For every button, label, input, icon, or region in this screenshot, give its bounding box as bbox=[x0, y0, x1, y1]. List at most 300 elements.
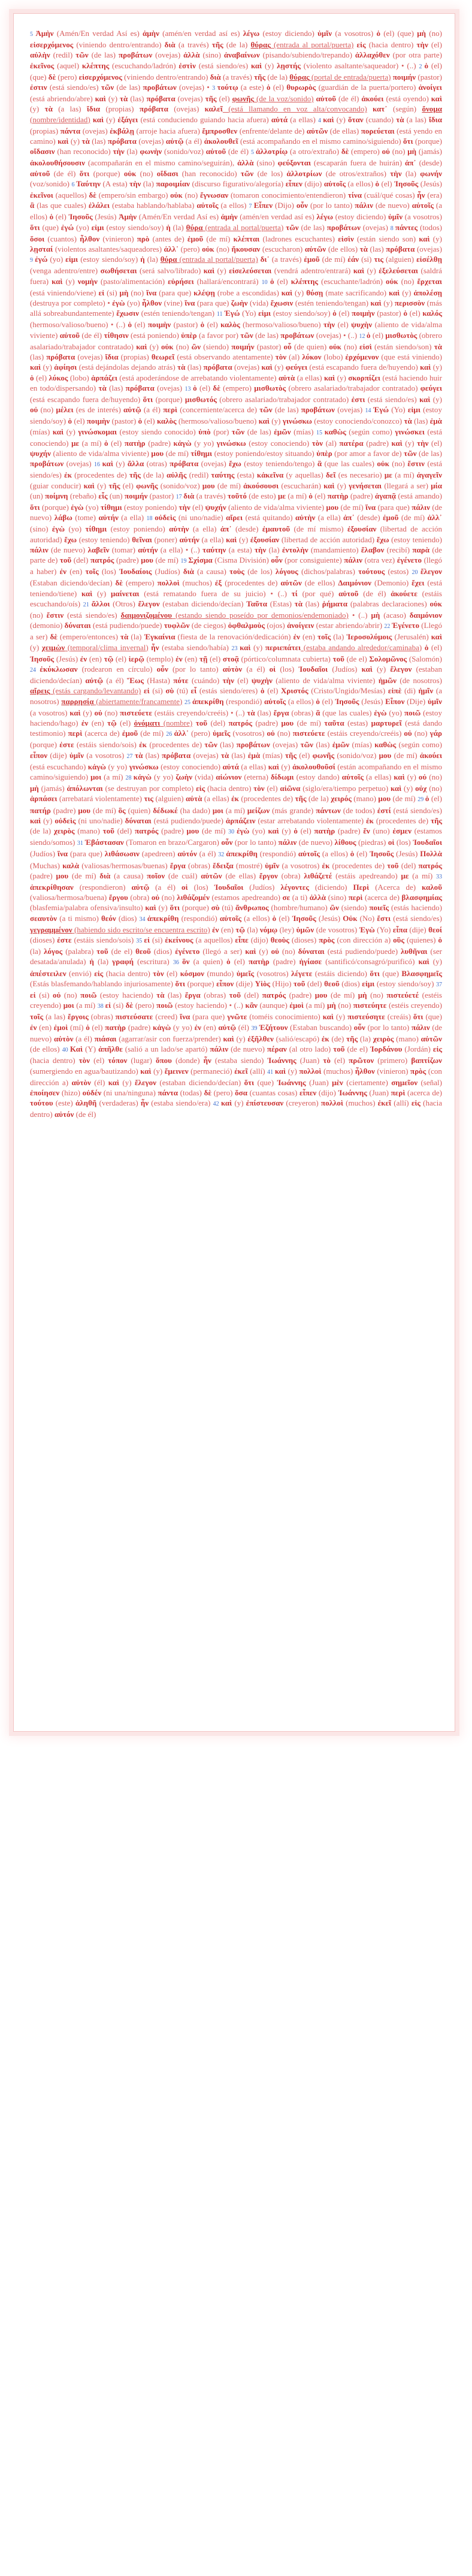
greek-word: τοῦ bbox=[332, 654, 344, 663]
gloss: (está siendo/es) bbox=[391, 913, 442, 923]
gloss: (porque) bbox=[30, 740, 60, 750]
gloss: (piedras) bbox=[356, 838, 388, 847]
greek-word: ἐμῶν bbox=[274, 427, 291, 436]
gloss: (más allá sobreabundantemente) bbox=[30, 298, 442, 318]
greek-word: ἀπόλωνται bbox=[66, 784, 103, 793]
gloss: (las) bbox=[255, 708, 274, 717]
gloss: (A esta) bbox=[100, 179, 130, 188]
greek-word: εἰς bbox=[94, 968, 104, 978]
gloss: (a ellos) bbox=[218, 201, 249, 210]
gloss: (Judíos) bbox=[328, 664, 362, 674]
greek-word: καὶ bbox=[83, 481, 95, 490]
greek-word: μείζων bbox=[247, 805, 270, 815]
gloss: (está rematando fuera de su juicio) bbox=[139, 588, 271, 598]
gloss: (con dirección a) bbox=[30, 1066, 442, 1087]
gloss: (el) bbox=[330, 1056, 349, 1065]
gloss: (habiendo sido escrito/se encuentra escrito) bbox=[72, 925, 210, 934]
gloss: (y) bbox=[105, 94, 120, 104]
gloss: (y) bbox=[156, 903, 170, 913]
gloss: (a él) bbox=[242, 664, 270, 674]
greek-word: ὃς bbox=[118, 805, 126, 815]
greek-word: μὴ bbox=[407, 147, 417, 156]
greek-word: τὰ bbox=[135, 750, 143, 760]
gloss: (han reconocido) bbox=[178, 168, 241, 178]
gloss: (libertad de acción autoridad) bbox=[279, 534, 377, 544]
greek-word: ὢν bbox=[329, 903, 339, 913]
gloss: (Jesús) bbox=[92, 212, 119, 222]
gloss: (no) bbox=[398, 276, 417, 286]
gloss: (de él) bbox=[336, 94, 362, 104]
greek-word: τὸ bbox=[323, 1056, 331, 1065]
greek-word: οὐκ bbox=[429, 599, 442, 608]
gloss: (que está viniendo) bbox=[379, 352, 442, 362]
greek-word: τούτῳ bbox=[217, 83, 238, 92]
gloss: (hermoso/valioso/bueno) bbox=[30, 320, 111, 330]
greek-word: ὁ bbox=[86, 1022, 90, 1032]
greek-word: ἐμοὶ bbox=[289, 1001, 304, 1010]
gloss: (a causa) bbox=[110, 871, 147, 880]
gloss: (no) bbox=[136, 168, 157, 178]
gloss: (estaba hablando/hablaba) bbox=[110, 201, 197, 210]
greek-word: οὖν bbox=[353, 1022, 365, 1032]
greek-word: πατρός bbox=[418, 860, 442, 870]
greek-word: πατρός bbox=[228, 718, 252, 727]
greek-word: Περὶ bbox=[353, 883, 370, 892]
greek-word: μὴ bbox=[119, 288, 129, 297]
gloss: (empero/entonces) bbox=[57, 632, 121, 642]
greek-word: ὅσοι bbox=[30, 234, 45, 243]
gloss: (la) bbox=[128, 632, 144, 642]
gloss: (cuándo) bbox=[188, 676, 223, 685]
gloss: (no) bbox=[335, 1001, 353, 1010]
greek-word: εἰμι bbox=[65, 255, 78, 264]
gloss: (para que) bbox=[68, 849, 105, 859]
gloss: (no) bbox=[426, 29, 442, 38]
verse-number: 9 bbox=[30, 257, 35, 264]
greek-word: ἐκείνους bbox=[165, 935, 193, 945]
greek-word: κατ᾽ bbox=[373, 104, 388, 114]
gloss: (ladrones escuchantes) bbox=[259, 234, 338, 243]
gloss: (de ellas) bbox=[222, 871, 259, 880]
greek-word: χειμὼν bbox=[41, 642, 65, 652]
gloss: (de mí) bbox=[164, 448, 191, 458]
greek-word: αὐτῶν bbox=[304, 244, 326, 254]
greek-word: τοῦ bbox=[387, 860, 399, 870]
greek-word: εἰς bbox=[196, 784, 205, 793]
gloss: (el) bbox=[89, 1022, 105, 1032]
gloss: (y) bbox=[30, 104, 45, 114]
greek-word: ἐμῶν bbox=[332, 740, 350, 750]
greek-word: ἵνα bbox=[180, 1012, 190, 1022]
greek-word: τῶν bbox=[204, 740, 217, 750]
gloss: (acerca de) bbox=[362, 893, 402, 902]
gloss: (estoy teniendo/tengo) bbox=[241, 459, 317, 469]
gloss: (no) bbox=[426, 772, 442, 782]
greek-word: τούτου bbox=[30, 1098, 53, 1108]
greek-word: τῶν bbox=[286, 222, 299, 232]
gloss: (se destruyan por completo) bbox=[102, 784, 196, 793]
gloss: (de él) bbox=[80, 330, 104, 340]
gloss: (pero) bbox=[56, 72, 79, 81]
gloss: (de él) bbox=[226, 147, 251, 156]
gloss: (el) bbox=[207, 654, 223, 663]
gloss: (sino) bbox=[326, 893, 349, 902]
gloss: (y) bbox=[334, 114, 348, 124]
gloss: (Yo) bbox=[389, 405, 408, 415]
gloss: (de ciegos) bbox=[189, 621, 228, 630]
gloss: (estén teniendo/tengan) bbox=[293, 298, 371, 308]
greek-word: τὴν bbox=[222, 676, 234, 685]
gloss: (de mí mismo) bbox=[290, 524, 347, 534]
gloss: (y) bbox=[372, 664, 391, 674]
greek-word: αὐτήν bbox=[179, 534, 199, 544]
gloss: (de nuevo) bbox=[296, 838, 335, 847]
greek-word: τὴν bbox=[323, 320, 335, 330]
gloss: (sumergiendo en agua/bautizando) bbox=[30, 1066, 141, 1076]
gloss: (obras) bbox=[200, 990, 229, 1000]
greek-word: ὁ bbox=[308, 491, 313, 500]
greek-word: ὁ bbox=[68, 416, 72, 426]
gloss: (Jerusalén) bbox=[392, 632, 431, 642]
greek-word: καὶ bbox=[268, 762, 279, 771]
greek-word: λίθους bbox=[334, 838, 356, 847]
gloss: (respondieron) bbox=[73, 883, 132, 892]
gloss: (que) bbox=[40, 222, 61, 232]
greek-word: αὐλὴν bbox=[30, 50, 50, 60]
gloss: (yo) bbox=[47, 255, 66, 264]
gloss: (de nuevo) bbox=[228, 1044, 267, 1054]
verse-number: 3 bbox=[212, 85, 217, 92]
interlinear-passage bbox=[30, 28, 442, 1120]
verse-number: 17 bbox=[176, 493, 184, 500]
gloss: (salió/escapó) bbox=[273, 1034, 322, 1043]
greek-word: καὶ bbox=[323, 481, 335, 490]
gloss: (de la voz/sonido) bbox=[254, 94, 314, 104]
greek-word: τῆς bbox=[254, 72, 266, 81]
gloss: (de mí) bbox=[138, 729, 167, 738]
greek-word: καὶ bbox=[281, 288, 292, 297]
greek-word: ἐποίησεν bbox=[30, 1088, 60, 1097]
gloss: (cuantos) bbox=[44, 234, 80, 243]
gloss: (el) bbox=[131, 320, 148, 330]
gloss: (estáis apedreando) bbox=[332, 871, 401, 880]
greek-word: μου bbox=[379, 750, 392, 760]
greek-word: τοῦτό bbox=[228, 491, 247, 500]
greek-word: ὑμῖν bbox=[388, 212, 403, 222]
gloss: (y) bbox=[62, 276, 78, 286]
gloss: (a ellos) bbox=[286, 696, 316, 706]
greek-word: μέλει bbox=[56, 405, 74, 415]
greek-word: αὐτοῖς bbox=[323, 179, 346, 188]
greek-word: οὐδεὶς bbox=[155, 513, 176, 523]
gloss: (a mí) bbox=[79, 438, 105, 448]
gloss: • (..) bbox=[270, 588, 292, 598]
gloss: (destruya por completo) bbox=[30, 298, 108, 308]
gloss: (escuchante/ladrón) bbox=[318, 276, 386, 286]
greek-word: καὶ bbox=[431, 632, 442, 642]
gloss: (fiesta de la renovación/dedicación) bbox=[175, 632, 294, 642]
gloss: (el) bbox=[164, 968, 180, 978]
greek-word: ἔστι bbox=[377, 913, 391, 923]
greek-word: ὅτι bbox=[403, 137, 413, 146]
gloss: (palabras declaraciones) bbox=[347, 599, 430, 608]
greek-word: γεγραμμένον bbox=[30, 925, 72, 934]
gloss: (Salomón) bbox=[407, 654, 442, 663]
gloss: (porque) bbox=[413, 137, 442, 146]
greek-word: Βλασφημεῖς bbox=[401, 968, 442, 978]
greek-word: γνῶτε bbox=[227, 1012, 247, 1022]
greek-word: καὶ bbox=[223, 1034, 234, 1043]
greek-word: Ἐγὼ bbox=[359, 925, 375, 934]
gloss: (Cisma División) bbox=[212, 555, 271, 564]
gloss: (por) bbox=[210, 427, 232, 436]
gloss: (está pudiendo/puede) bbox=[151, 816, 226, 825]
greek-word: πάλιν bbox=[411, 1022, 430, 1032]
greek-word: τούτους bbox=[358, 567, 385, 576]
greek-word: Εἶπον bbox=[385, 696, 405, 706]
gloss: (el) bbox=[120, 481, 137, 490]
gloss: (uno) bbox=[370, 826, 393, 836]
verse-number: 15 bbox=[316, 429, 325, 436]
gloss: (por otra parte) bbox=[389, 50, 442, 60]
gloss: (el) bbox=[428, 40, 443, 50]
gloss: (estoy haciendo/hago) bbox=[30, 708, 442, 727]
greek-word: διὰ bbox=[183, 567, 194, 576]
greek-word: θύσῃ bbox=[306, 288, 323, 297]
verse-number: 20 bbox=[412, 569, 420, 576]
gloss: (procedentes de) bbox=[238, 794, 295, 804]
gloss: (el) bbox=[312, 491, 328, 500]
gloss: (sonido/voz) bbox=[334, 750, 379, 760]
greek-word: μου bbox=[378, 794, 391, 804]
greek-word: εἶπεν bbox=[285, 179, 302, 188]
gloss: (a mí) bbox=[101, 772, 126, 782]
greek-word: αὐτὴν bbox=[169, 524, 189, 534]
gloss: (según) bbox=[387, 104, 422, 114]
greek-word: Υἱὸς bbox=[255, 979, 271, 988]
greek-word: τῶν bbox=[300, 740, 313, 750]
gloss: (blasfemia/palabra ofensiva/insulto) bbox=[30, 903, 146, 913]
gloss: (de) bbox=[329, 1034, 347, 1043]
greek-word: ὁ bbox=[200, 320, 205, 330]
gloss: (el) bbox=[53, 212, 69, 222]
gloss: (de mí) bbox=[199, 826, 229, 836]
gloss: (la) bbox=[358, 1034, 373, 1043]
greek-word: τὴν bbox=[390, 168, 402, 178]
greek-word: ὑπὸ bbox=[198, 427, 211, 436]
greek-word: ἐκύκλωσαν bbox=[40, 664, 78, 674]
greek-word: ἔργοις bbox=[68, 1012, 89, 1022]
gloss: (a mí) bbox=[223, 805, 247, 815]
gloss: (porque) bbox=[180, 903, 211, 913]
gloss: (de la) bbox=[140, 470, 167, 480]
gloss: (de mí) bbox=[153, 555, 181, 564]
gloss: (guiar conducir) bbox=[30, 481, 84, 490]
greek-word: ἔλαβον bbox=[361, 545, 385, 554]
gloss: (que las cuales) bbox=[322, 459, 377, 469]
gloss: (a ellas) bbox=[288, 114, 318, 124]
greek-word: μία bbox=[431, 481, 442, 490]
greek-word: τίθημι bbox=[85, 524, 107, 534]
gloss: • (..) bbox=[343, 330, 359, 340]
gloss: (del) bbox=[240, 990, 262, 1000]
greek-word: ἀγαπᾷ bbox=[374, 491, 397, 500]
greek-word: ἴδια bbox=[428, 114, 442, 124]
gloss: (no) bbox=[426, 784, 443, 793]
gloss: (a otro/extraño) bbox=[288, 147, 341, 156]
gloss: (yo) bbox=[83, 502, 101, 512]
gloss: (estoy siendo/soy) bbox=[78, 255, 141, 264]
gloss: (ovejas) bbox=[360, 222, 391, 232]
verse-number: 7 bbox=[249, 203, 254, 210]
gloss: (a este) bbox=[238, 83, 267, 92]
greek-word: τίθησιν bbox=[104, 330, 129, 340]
greek-word: τὸν bbox=[275, 352, 287, 362]
gloss: (pasto/alimentación) bbox=[97, 276, 168, 286]
greek-word: ἀκούετε bbox=[391, 588, 417, 598]
gloss: (estás siendo/eres) bbox=[196, 686, 261, 696]
gloss: (de otros/extraños) bbox=[322, 168, 391, 178]
greek-word: θύρα bbox=[186, 222, 203, 232]
greek-word: ὅτι bbox=[244, 1077, 255, 1087]
gloss: (estos) bbox=[385, 567, 412, 576]
greek-word: πάλιν bbox=[355, 201, 373, 210]
greek-word: σὺ bbox=[211, 903, 220, 913]
gloss: (rebaño) bbox=[68, 491, 99, 500]
greek-word: πρόβατα bbox=[170, 459, 199, 469]
greek-word: κόσμον bbox=[180, 968, 204, 978]
gloss: (y) bbox=[30, 642, 42, 652]
gloss: (y) bbox=[63, 427, 78, 436]
gloss: (a través) bbox=[175, 40, 212, 50]
gloss: (del) bbox=[207, 718, 229, 727]
greek-word: καὶ bbox=[323, 373, 335, 382]
greek-word: εἰσερχόμενος bbox=[78, 72, 122, 81]
gloss: (el) bbox=[270, 83, 287, 92]
gloss: (está siendo/es) bbox=[30, 459, 443, 480]
verse-number: 30 bbox=[228, 829, 237, 836]
gloss: (y yo) bbox=[191, 438, 217, 448]
greek-word: καὶ bbox=[52, 276, 63, 286]
greek-word: τῷ bbox=[235, 925, 245, 934]
greek-word: μισθωτός bbox=[184, 394, 217, 404]
greek-word: μαίνεται bbox=[111, 588, 140, 598]
greek-word: δύναται bbox=[298, 947, 325, 956]
gloss: (no) bbox=[389, 459, 408, 469]
greek-word: ἱερῷ bbox=[128, 654, 144, 663]
gloss: (tomar) bbox=[109, 545, 138, 554]
gloss: (estoy poniendo) bbox=[122, 502, 179, 512]
greek-word: δέδωκέ bbox=[153, 805, 178, 815]
greek-word: αὐτῷ bbox=[131, 883, 150, 892]
greek-word: μοι bbox=[63, 1001, 74, 1010]
gloss: (y) bbox=[429, 957, 442, 967]
greek-word: περιεπάτει bbox=[265, 642, 301, 652]
greek-word: ἐμοῦ bbox=[304, 255, 320, 264]
gloss: (aunque) bbox=[257, 1001, 290, 1010]
greek-word: καὶ bbox=[353, 266, 365, 276]
greek-word: ἵνα bbox=[146, 288, 157, 297]
verse-number: 8 bbox=[390, 225, 395, 232]
gloss: (a vosotros) bbox=[403, 212, 442, 222]
greek-word: τὴν bbox=[417, 438, 429, 448]
greek-word: τῆς bbox=[205, 94, 217, 104]
greek-word: ἐγώ bbox=[60, 222, 74, 232]
gloss: (era) bbox=[425, 191, 442, 200]
gloss: (el) bbox=[370, 330, 386, 340]
gloss: (a las) bbox=[404, 114, 429, 124]
gloss: (de él) bbox=[358, 588, 391, 598]
gloss: (de las) bbox=[253, 330, 281, 340]
gloss: (de nuevo) bbox=[30, 1022, 443, 1043]
greek-word: πρῶτον bbox=[349, 1056, 374, 1065]
greek-word: φεύγει bbox=[420, 383, 442, 392]
gloss: (la) bbox=[331, 632, 347, 642]
gloss: (y) bbox=[92, 588, 111, 598]
gloss: (a ellas) bbox=[295, 373, 324, 382]
greek-word: ὁ bbox=[226, 957, 231, 967]
gloss: (y) bbox=[68, 137, 82, 146]
greek-word: αὐτὰ bbox=[278, 373, 295, 382]
gloss: (está quitando) bbox=[243, 513, 296, 523]
greek-word: τίθημι bbox=[100, 502, 122, 512]
gloss: (en) bbox=[182, 654, 199, 663]
gloss: (sino) bbox=[30, 524, 52, 534]
gloss: (ciertamente) bbox=[343, 1077, 392, 1087]
gloss: (está escapando fuera de/huyendo) bbox=[307, 363, 420, 372]
greek-word: αὐτῷ bbox=[165, 137, 184, 146]
greek-word: διὰ bbox=[183, 491, 195, 500]
gloss: (robe a escondidas) bbox=[214, 288, 282, 297]
greek-word: ἐξ bbox=[214, 578, 222, 588]
gloss: (a ella) bbox=[118, 513, 147, 523]
gloss: (yo) bbox=[65, 524, 86, 534]
greek-word: ἔχωσιν bbox=[270, 298, 294, 308]
gloss: (y) bbox=[237, 534, 250, 544]
greek-word: ἔχει bbox=[412, 578, 425, 588]
gloss: (las) bbox=[302, 599, 322, 608]
gloss: (y) bbox=[400, 288, 414, 297]
greek-word: αὐτοῖς bbox=[196, 201, 219, 210]
verse-number: 21 bbox=[83, 601, 92, 608]
gloss: (estar abriendo/abrir) bbox=[314, 621, 385, 630]
gloss: (está siendo/es) bbox=[47, 83, 101, 92]
gloss: (lugar) bbox=[127, 1056, 156, 1065]
greek-word: αὐτοῦ bbox=[30, 168, 50, 178]
gloss: (la) bbox=[266, 545, 282, 554]
greek-word: Ἕως bbox=[127, 676, 144, 685]
gloss: (mano) bbox=[351, 794, 379, 804]
greek-word: τὰ bbox=[220, 750, 229, 760]
gloss: (jamás) bbox=[416, 147, 442, 156]
greek-word: ἵνα bbox=[57, 849, 68, 859]
gloss: (padre) bbox=[158, 826, 187, 836]
greek-word: ὁ bbox=[272, 913, 277, 923]
greek-word: ἡ bbox=[140, 255, 145, 264]
gloss: (no) bbox=[412, 729, 430, 738]
greek-word: ῥήματα bbox=[322, 599, 348, 608]
greek-word: ἀνοίγειν bbox=[287, 621, 314, 630]
greek-word: πιστεύετε bbox=[120, 708, 152, 717]
gloss: (está conociendo) bbox=[30, 427, 443, 448]
greek-word: ὀνόματι bbox=[134, 718, 161, 727]
greek-word: εἰ bbox=[144, 686, 150, 696]
gloss: (otra vez) bbox=[362, 555, 397, 564]
greek-word: πολλοὶ bbox=[157, 578, 180, 588]
greek-word: ἔργα bbox=[273, 708, 289, 717]
greek-word: λυθῆναι bbox=[401, 947, 428, 956]
greek-word: μὴ bbox=[371, 610, 380, 620]
